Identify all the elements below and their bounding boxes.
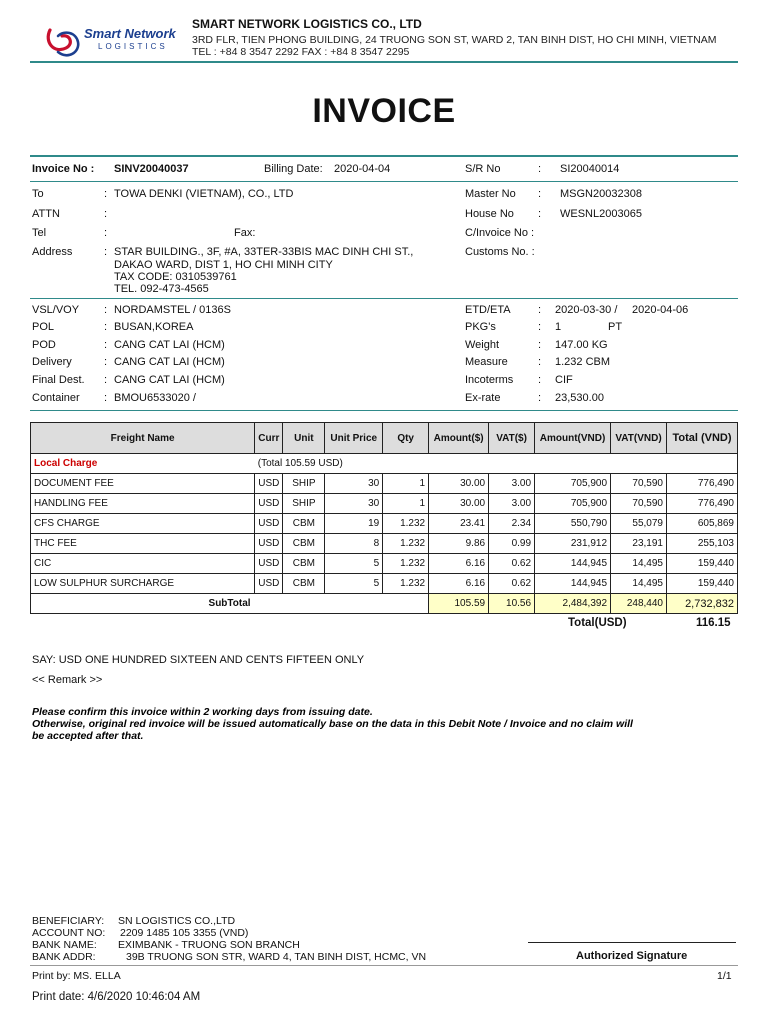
section-divider (30, 298, 738, 299)
vsl-label: VSL/VOY (32, 304, 80, 316)
table-cell: 14,495 (611, 574, 667, 594)
table-cell: 5 (325, 554, 383, 574)
table-cell: 5 (325, 574, 383, 594)
address-label: Address (32, 246, 73, 258)
account-no: 2209 1485 105 3355 (VND) (120, 927, 249, 939)
final-dest-value: CANG CAT LAI (HCM) (114, 374, 225, 386)
table-cell: 144,945 (535, 554, 611, 574)
table-cell: SHIP (283, 494, 325, 514)
address-line-1: STAR BUILDING., 3F, #A, 33TER-33BIS MAC DINH CHI ST., (114, 246, 414, 258)
table-cell: 2.34 (489, 514, 535, 534)
print-date: Print date: 4/6/2020 10:46:04 AM (32, 991, 201, 1003)
table-cell: 23,191 (611, 534, 667, 554)
table-cell: 144,945 (535, 574, 611, 594)
table-cell: 550,790 (535, 514, 611, 534)
delivery-value: CANG CAT LAI (HCM) (114, 356, 225, 368)
divider (30, 181, 738, 182)
table-row (31, 494, 738, 514)
vsl-value: NORDAMSTEL / 0136S (114, 304, 231, 316)
company-name: SMART NETWORK LOGISTICS CO., LTD (192, 17, 422, 31)
table-cell: SHIP (283, 474, 325, 494)
table-cell: USD (255, 514, 283, 534)
table-cell: 1.232 (383, 534, 429, 554)
table-cell: 6.16 (429, 574, 489, 594)
logo-subtext: LOGISTICS (98, 42, 168, 51)
table-cell: 0.99 (489, 534, 535, 554)
measure-label: Measure (465, 356, 508, 368)
pkgs-label: PKG's (465, 321, 496, 333)
table-cell: 159,440 (667, 554, 738, 574)
house-no-label: House No (465, 208, 514, 220)
table-cell: CBM (283, 534, 325, 554)
print-by: Print by: MS. ELLA (32, 970, 121, 982)
table-cell: 1.232 (383, 514, 429, 534)
invoice-no-label: Invoice No : (32, 163, 95, 175)
address-line-4: TEL. 092-473-4565 (114, 283, 209, 295)
table-cell: CFS CHARGE (31, 514, 255, 534)
invoice-title: INVOICE (312, 92, 456, 130)
signature-line (528, 942, 736, 943)
table-cell: 705,900 (535, 474, 611, 494)
total-usd: 116.15 (696, 617, 731, 629)
group-row (31, 454, 738, 474)
col-header: Qty (383, 423, 429, 454)
table-cell: 255,103 (667, 534, 738, 554)
customs-label: Customs No. : (465, 246, 535, 258)
table-cell: 3.00 (489, 474, 535, 494)
table-cell: 705,900 (535, 494, 611, 514)
pkgs-unit: PT (608, 321, 623, 333)
header-divider (30, 61, 738, 63)
weight-label: Weight (465, 339, 500, 351)
beneficiary-label: BENEFICIARY: (32, 915, 105, 927)
eta-value: 2020-04-06 (632, 304, 689, 316)
to-value: TOWA DENKI (VIETNAM), CO., LTD (114, 188, 294, 200)
company-address: 3RD FLR, TIEN PHONG BUILDING, 24 TRUONG SON ST, WARD 2, TAN BINH DIST, HO CHI MINH, VIETNAM (192, 34, 717, 46)
table-cell: 3.00 (489, 494, 535, 514)
table-cell: LOW SULPHUR SURCHARGE (31, 574, 255, 594)
group-label: Local Charge (31, 454, 255, 474)
subtotal-amount-vnd: 2,484,392 (535, 594, 611, 614)
sr-no-label: S/R No (465, 163, 501, 175)
fax-label: Fax: (234, 227, 256, 239)
bank-name: EXIMBANK - TRUONG SON BRANCH (118, 939, 300, 951)
incoterms-label: Incoterms (465, 374, 514, 386)
attn-label: ATTN (32, 208, 60, 220)
col-header: Total (VND) (667, 423, 738, 454)
cinvoice-label: C/Invoice No : (465, 227, 535, 239)
table-cell: 23.41 (429, 514, 489, 534)
bank-addr: 39B TRUONG SON STR, WARD 4, TAN BINH DIST, HCMC, VN (126, 951, 427, 963)
table-cell: 1.232 (383, 554, 429, 574)
total-usd-label: Total(USD) (568, 617, 627, 629)
table-cell: 6.16 (429, 554, 489, 574)
table-cell: USD (255, 494, 283, 514)
table-cell: 19 (325, 514, 383, 534)
company-phone-fax: TEL : +84 8 3547 2292 FAX : +84 8 3547 2295 (192, 46, 410, 58)
page-number: 1/1 (717, 970, 732, 982)
address-line-2: DAKAO WARD, DIST 1, HO CHI MINH CITY (114, 259, 333, 271)
table-cell: CBM (283, 574, 325, 594)
authorized-signature: Authorized Signature (576, 950, 688, 962)
table-cell: 605,869 (667, 514, 738, 534)
sr-no: SI20040014 (560, 163, 620, 175)
subtotal-total-vnd: 2,732,832 (667, 594, 738, 614)
table-cell: 8 (325, 534, 383, 554)
table-cell: 231,912 (535, 534, 611, 554)
bank-name-label: BANK NAME: (32, 939, 97, 951)
table-cell: 1.232 (383, 574, 429, 594)
group-total: (Total 105.59 USD) (255, 454, 738, 474)
charges-table (30, 422, 738, 614)
subtotal-label: SubTotal (31, 594, 429, 614)
col-header: Amount($) (429, 423, 489, 454)
table-cell: 30.00 (429, 494, 489, 514)
tel-label: Tel (32, 227, 47, 239)
table-cell: CBM (283, 554, 325, 574)
exrate-label: Ex-rate (465, 392, 501, 404)
etd-label: ETD/ETA (465, 304, 511, 316)
notice-line: be accepted after that. (32, 730, 144, 742)
table-cell: 55,079 (611, 514, 667, 534)
table-cell: 30 (325, 494, 383, 514)
beneficiary: SN LOGISTICS CO.,LTD (118, 915, 236, 927)
col-header: Amount(VND) (535, 423, 611, 454)
container-value: BMOU6533020 / (114, 392, 196, 404)
table-cell: 70,590 (611, 494, 667, 514)
table-cell: 9.86 (429, 534, 489, 554)
table-cell: 1 (383, 494, 429, 514)
delivery-label: Delivery (32, 356, 72, 368)
table-row (31, 514, 738, 534)
notice-line: Otherwise, original red invoice will be issued automatically base on the data in this Debit Note / Invoice and no claim will (32, 718, 633, 730)
table-cell: USD (255, 554, 283, 574)
subtotal-vat-usd: 10.56 (489, 594, 535, 614)
table-cell: 776,490 (667, 494, 738, 514)
notice (32, 706, 633, 742)
bank-addr-label: BANK ADDR: (32, 951, 96, 963)
master-no: MSGN20032308 (560, 188, 642, 200)
to-label: To (32, 188, 44, 200)
master-no-label: Master No (465, 188, 516, 200)
footer-divider (30, 965, 738, 966)
billing-date-label: Billing Date: (264, 163, 323, 175)
table-cell: HANDLING FEE (31, 494, 255, 514)
address-line-3: TAX CODE: 0310539761 (114, 271, 237, 283)
table-row (31, 554, 738, 574)
table-cell: 30.00 (429, 474, 489, 494)
col-header: Unit (283, 423, 325, 454)
notice-line: Please confirm this invoice within 2 working days from issuing date. (32, 706, 373, 718)
pkgs-value: 1 (555, 321, 562, 333)
table-cell: 14,495 (611, 554, 667, 574)
exrate-value: 23,530.00 (555, 392, 604, 404)
table-cell: 159,440 (667, 574, 738, 594)
final-dest-label: Final Dest. (32, 374, 85, 386)
col-header: Freight Name (31, 423, 255, 454)
container-label: Container (32, 392, 80, 404)
pod-label: POD (32, 339, 56, 351)
house-no: WESNL2003065 (560, 208, 642, 220)
table-cell: 0.62 (489, 554, 535, 574)
pol-value: BUSAN,KOREA (114, 321, 194, 333)
weight-value: 147.00 KG (555, 339, 608, 351)
pod-value: CANG CAT LAI (HCM) (114, 339, 225, 351)
amount-in-words: SAY: USD ONE HUNDRED SIXTEEN AND CENTS FIFTEEN ONLY (32, 654, 365, 666)
pol-label: POL (32, 321, 55, 333)
logo-text: Smart Network (84, 26, 176, 41)
subtotal-amount-usd: 105.59 (429, 594, 489, 614)
subtotal-vat-vnd: 248,440 (611, 594, 667, 614)
col-header: Curr (255, 423, 283, 454)
col-header: VAT($) (489, 423, 535, 454)
table-cell: DOCUMENT FEE (31, 474, 255, 494)
invoice-no: SINV20040037 (114, 163, 189, 175)
table-cell: USD (255, 534, 283, 554)
measure-value: 1.232 CBM (555, 356, 611, 368)
billing-date: 2020-04-04 (334, 163, 391, 175)
section-divider (30, 410, 738, 411)
col-header: VAT(VND) (611, 423, 667, 454)
table-cell: CIC (31, 554, 255, 574)
subtotal-row (31, 594, 738, 614)
table-cell: 1 (383, 474, 429, 494)
table-cell: 0.62 (489, 574, 535, 594)
section-divider (30, 155, 738, 157)
account-label: ACCOUNT NO: (32, 927, 106, 939)
table-row (31, 574, 738, 594)
table-cell: 70,590 (611, 474, 667, 494)
table-cell: USD (255, 574, 283, 594)
table-cell: USD (255, 474, 283, 494)
table-header-row (31, 423, 738, 454)
table-cell: CBM (283, 514, 325, 534)
etd-value: 2020-03-30 / (555, 304, 618, 316)
table-cell: 776,490 (667, 474, 738, 494)
remark-heading: << Remark >> (32, 674, 103, 686)
table-cell: 30 (325, 474, 383, 494)
table-row (31, 474, 738, 494)
incoterms-value: CIF (555, 374, 573, 386)
table-cell: THC FEE (31, 534, 255, 554)
col-header: Unit Price (325, 423, 383, 454)
table-row (31, 534, 738, 554)
